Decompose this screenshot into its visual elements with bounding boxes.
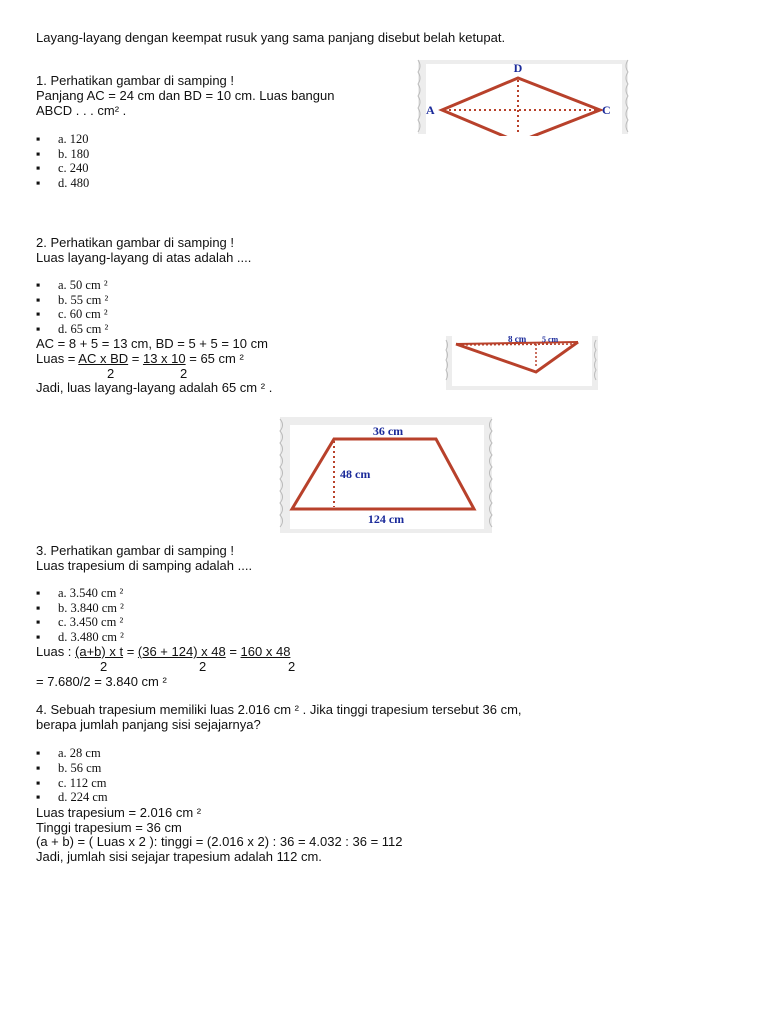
q3-line-1: 3. Perhatikan gambar di samping ! [36,543,234,558]
trapezoid-figure [278,417,494,535]
q1-option [36,132,89,147]
q4-line-1: 4. Sebuah trapesium memiliki luas 2.016 cm ² . Jika tinggi trapesium tersebut 36 cm, [36,702,522,717]
q4-option [36,776,106,791]
kite-figure [444,336,600,392]
q3-option-b: b. 3.840 cm ² [58,601,124,615]
q1-option [36,161,89,176]
label-height: 48 cm [340,467,371,481]
q4-option-b: b. 56 cm [58,761,102,775]
q1-line-2: Panjang AC = 24 cm dan BD = 10 cm. Luas bangun [36,88,335,103]
bullet-icon: ▪ [36,307,41,321]
q3-denominator-3: 2 [288,659,296,674]
q3-option-d: d. 3.480 cm ² [58,630,124,644]
bullet-icon: ▪ [36,147,41,161]
text: = [123,644,138,659]
q2-option-b: b. 55 cm ² [58,293,109,307]
q1-option [36,147,89,162]
q2-option-d: d. 65 cm ² [58,322,109,336]
q2-option [36,293,108,308]
q3-option-a: a. 3.540 cm ² [58,586,124,600]
q4-option [36,746,101,761]
q1-option-b: b. 180 [58,147,90,161]
q2-option-a: a. 50 cm ² [58,278,108,292]
bullet-icon: ▪ [36,586,41,600]
q2-line-1: 2. Perhatikan gambar di samping ! [36,235,234,250]
text: Luas : [36,644,76,659]
text: = [225,644,241,659]
label-a: A [426,103,435,117]
q3-option [36,586,123,601]
fraction-numerator: AC x BD [78,351,129,366]
bullet-icon: ▪ [36,132,41,146]
q4-solution-2: Tinggi trapesium = 36 cm [36,820,182,835]
q4-line-2: berapa jumlah panjang sisi sejajarnya? [36,717,261,732]
q3-option [36,601,124,616]
q3-denominator-1: 2 [100,659,108,674]
q2-option [36,307,108,322]
q4-option [36,761,101,776]
q3-option [36,615,123,630]
q3-option [36,630,124,645]
label-top: 36 cm [372,424,404,438]
fraction-numerator: (a+b) x t [75,644,124,659]
q2-option [36,278,108,293]
q3-denominator-2: 2 [199,659,207,674]
bullet-icon: ▪ [36,278,41,292]
q2-option-c: c. 60 cm ² [58,307,108,321]
q4-option-c: c. 112 cm [58,776,107,790]
bullet-icon: ▪ [36,776,41,790]
q1-line-3: ABCD . . . cm² . [36,103,127,118]
q4-solution-3: (a + b) = ( Luas x 2 ): tinggi = (2.016 x 2) : 36 = 4.032 : 36 = 112 [36,834,403,849]
q1-option-c: c. 240 [58,161,89,175]
q2-denominator-2: 2 [180,366,188,381]
q3-solution-2: = 7.680/2 = 3.840 cm ² [36,674,167,689]
text: Luas = [36,351,79,366]
q1-option-a: a. 120 [58,132,89,146]
q3-line-2: Luas trapesium di samping adalah .... [36,558,253,573]
fraction-numerator: 160 x 48 [240,644,291,659]
q3-option-c: c. 3.450 cm ² [58,615,124,629]
bullet-icon: ▪ [36,615,41,629]
q4-option [36,790,108,805]
bullet-icon: ▪ [36,601,41,615]
label-5cm: 5 cm [542,336,559,344]
bullet-icon: ▪ [36,761,41,775]
text: = [128,351,143,366]
q4-solution-1: Luas trapesium = 2.016 cm ² [36,805,202,820]
bullet-icon: ▪ [36,630,41,644]
fraction-numerator: (36 + 124) x 48 [137,644,226,659]
bullet-icon: ▪ [36,746,41,760]
bullet-icon: ▪ [36,322,41,336]
q1-option-d: d. 480 [58,176,90,190]
label-8cm: 8 cm [508,336,527,344]
label-d: D [513,61,523,75]
q2-line-2: Luas layang-layang di atas adalah .... [36,250,252,265]
q1-line-1: 1. Perhatikan gambar di samping ! [36,73,234,88]
intro-text: Layang-layang dengan keempat rusuk yang sama panjang disebut belah ketupat. [36,30,506,45]
bullet-icon: ▪ [36,293,41,307]
q4-solution-4: Jadi, jumlah sisi sejajar trapesium adalah 112 cm. [36,849,322,864]
q4-option-a: a. 28 cm [58,746,101,760]
bullet-icon: ▪ [36,161,41,175]
rhombus-figure [414,58,632,136]
q4-option-d: d. 224 cm [58,790,108,804]
q1-option [36,176,89,191]
label-c: C [602,103,611,117]
q2-solution-2 [36,351,244,366]
bullet-icon: ▪ [36,790,41,804]
text: = 65 cm ² [185,351,244,366]
q2-solution-3: Jadi, luas layang-layang adalah 65 cm ² . [36,380,273,395]
fraction-numerator: 13 x 10 [142,351,186,366]
q2-option [36,322,108,337]
q2-solution-1: AC = 8 + 5 = 13 cm, BD = 5 + 5 = 10 cm [36,336,268,351]
q2-denominator-1: 2 [107,366,115,381]
bullet-icon: ▪ [36,176,41,190]
q3-solution-1 [36,644,290,659]
label-bottom: 124 cm [367,512,405,526]
